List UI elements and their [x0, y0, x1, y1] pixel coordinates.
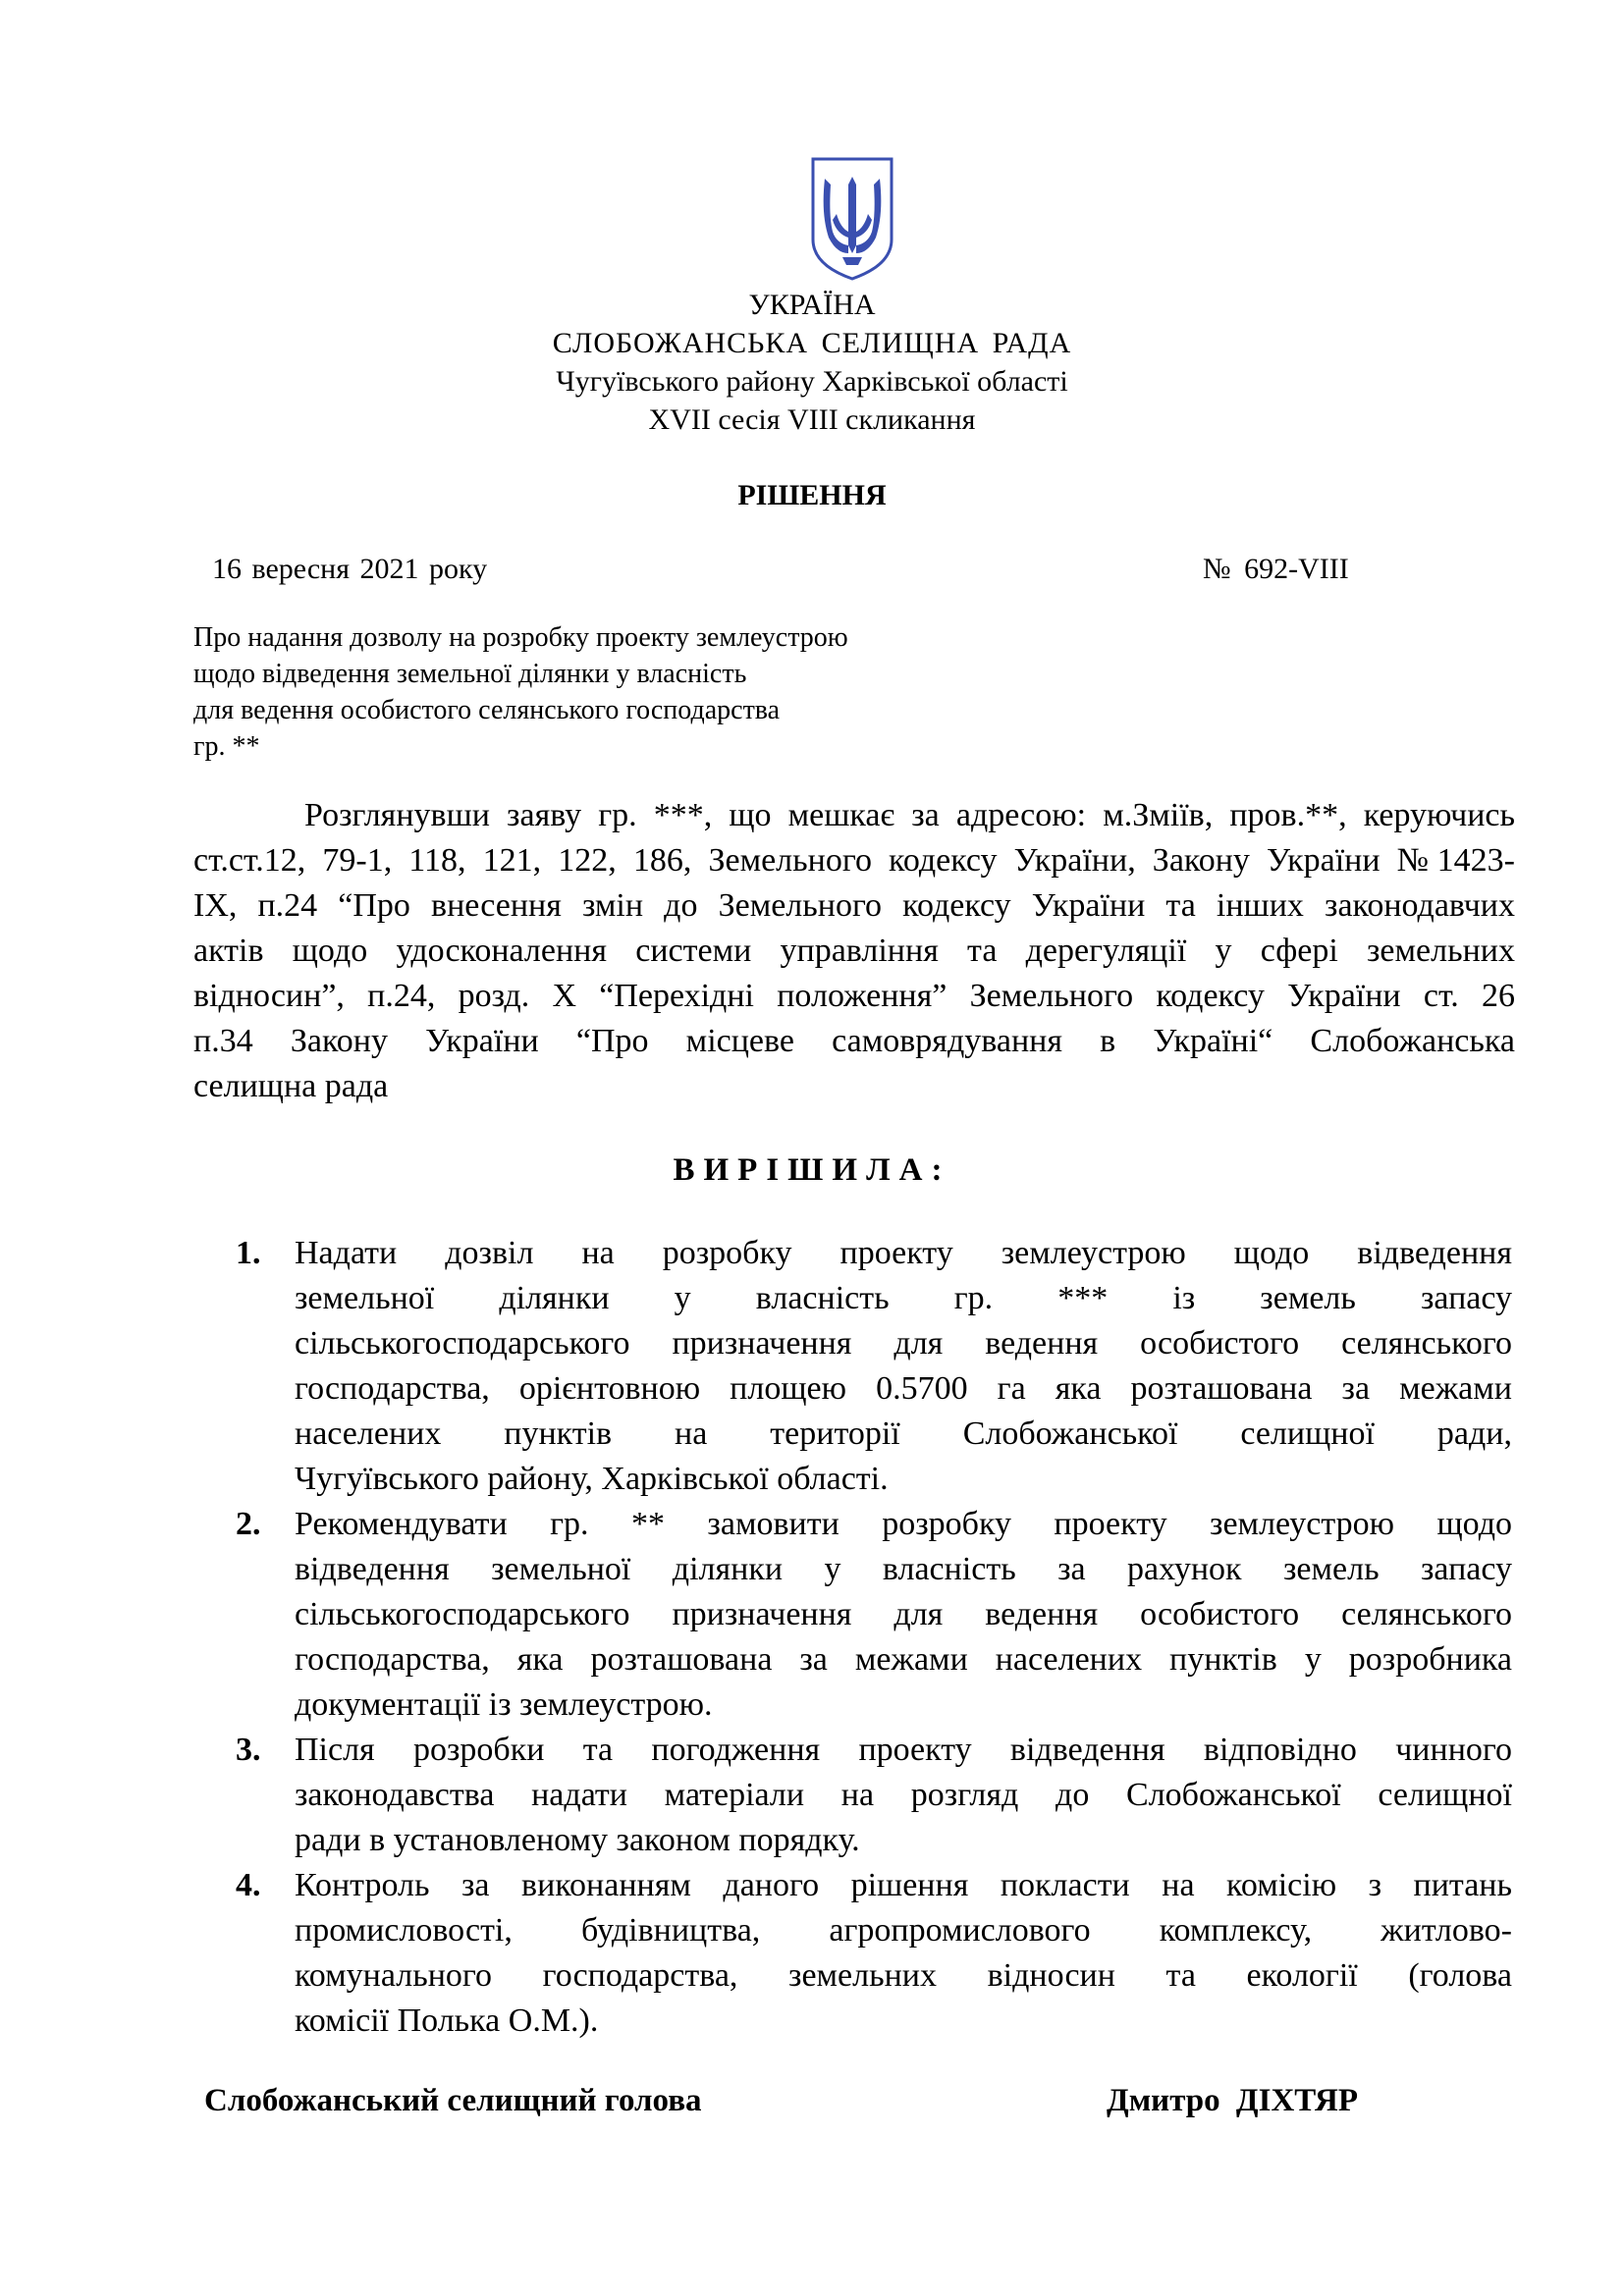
subject-line: щодо відведення земельної ділянки у власність [193, 659, 747, 689]
preamble-line: селищна рада [193, 1068, 389, 1104]
item-line: документації із землеустрою. [295, 1686, 713, 1723]
resolution-item [236, 1863, 1512, 2044]
document-title: РІШЕННЯ [737, 479, 887, 511]
signatory-name: Дмитро ДІХТЯР [1107, 2083, 1359, 2118]
item-line: господарства, яка розташована за межами населених пунктів у розробника [295, 1641, 1512, 1678]
item-line: господарства, орієнтовною площею 0.5700 га яка розташована за межами [295, 1370, 1512, 1407]
preamble-line: п.34 Закону України “Про місцеве самоврядування в Україні“ Слобожанська [193, 1023, 1515, 1059]
signatory-position: Слобожанський селищний голова [204, 2083, 702, 2118]
preamble-line: Розглянувши заяву гр. ***, що мешкає за адресою: м.Зміїв, пров.**, керуючись [304, 797, 1515, 833]
resolution-item [236, 1231, 1512, 1502]
resolution-item [236, 1502, 1512, 1728]
preamble-line: ІХ, п.24 “Про внесення змін до Земельного кодексу України та інших законодавчих [193, 887, 1515, 924]
document-date: 16 вересня 2021 року [212, 553, 488, 585]
item-line: Контроль за виконанням даного рішення покласти на комісію з питань [295, 1867, 1512, 1903]
country-name: УКРАЇНА [748, 289, 876, 321]
subject-line: гр. ** [193, 731, 260, 762]
item-line: Надати дозвіл на розробку проекту землеустрою щодо відведення [295, 1235, 1512, 1271]
item-line: законодавства надати матеріали на розгляд до Слобожанської селищної [295, 1777, 1512, 1813]
item-number: 4. [236, 1867, 261, 1903]
item-line: сільськогосподарського призначення для ведення особистого селянського [295, 1596, 1512, 1632]
preamble-line: ст.ст.12, 79-1, 118, 121, 122, 186, Земельного кодексу України, Закону України №1423- [193, 842, 1515, 879]
item-line: сільськогосподарського призначення для ведення особистого селянського [295, 1325, 1512, 1362]
subject-line: Про надання дозволу на розробку проекту землеустрою [193, 622, 848, 653]
item-line: населених пунктів на території Слобожанської селищної ради, [295, 1415, 1512, 1452]
document-number: № 692-VIII [1203, 553, 1349, 585]
item-number: 3. [236, 1732, 261, 1768]
preamble [193, 793, 1515, 1109]
item-line: Чугуївського району, Харківської області. [295, 1461, 889, 1497]
council-name: СЛОБОЖАНСЬКА СЕЛИЩНА РАДА [552, 327, 1072, 359]
item-line: промисловості, будівництва, агропромислового комплексу, житлово- [295, 1912, 1512, 1949]
preamble-line: актів щодо удосконалення системи управління та дерегуляції у сфері земельних [193, 933, 1515, 969]
item-number: 2. [236, 1506, 261, 1542]
item-line: земельної ділянки у власність гр. *** із земель запасу [295, 1280, 1512, 1316]
item-line: Рекомендувати гр. ** замовити розробку проекту землеустрою щодо [295, 1506, 1512, 1542]
item-line: Після розробки та погодження проекту відведення відповідно чинного [295, 1732, 1512, 1768]
district-name: Чугуївського району Харківської області [556, 365, 1068, 398]
item-line: ради в установленому законом порядку. [295, 1822, 860, 1858]
item-line: комунального господарства, земельних відносин та екології (голова [295, 1957, 1512, 1994]
resolved-heading: ВИРІШИЛА: [673, 1152, 951, 1188]
session-info: XVII сесія VIII скликання [648, 403, 976, 436]
item-line: комісії Полька О.М.). [295, 2002, 599, 2039]
subject-line: для ведення особистого селянського господарства [193, 695, 781, 725]
document-subject [193, 619, 848, 765]
resolution-items [236, 1231, 1512, 2044]
item-line: відведення земельної ділянки у власність за рахунок земель запасу [295, 1551, 1512, 1587]
resolution-item [236, 1728, 1512, 1863]
preamble-line: відносин”, п.24, розд. Х “Перехідні положення” Земельного кодексу України ст. 26 [193, 978, 1515, 1014]
coat-of-arms-trident-icon [807, 155, 897, 283]
item-number: 1. [236, 1235, 261, 1271]
